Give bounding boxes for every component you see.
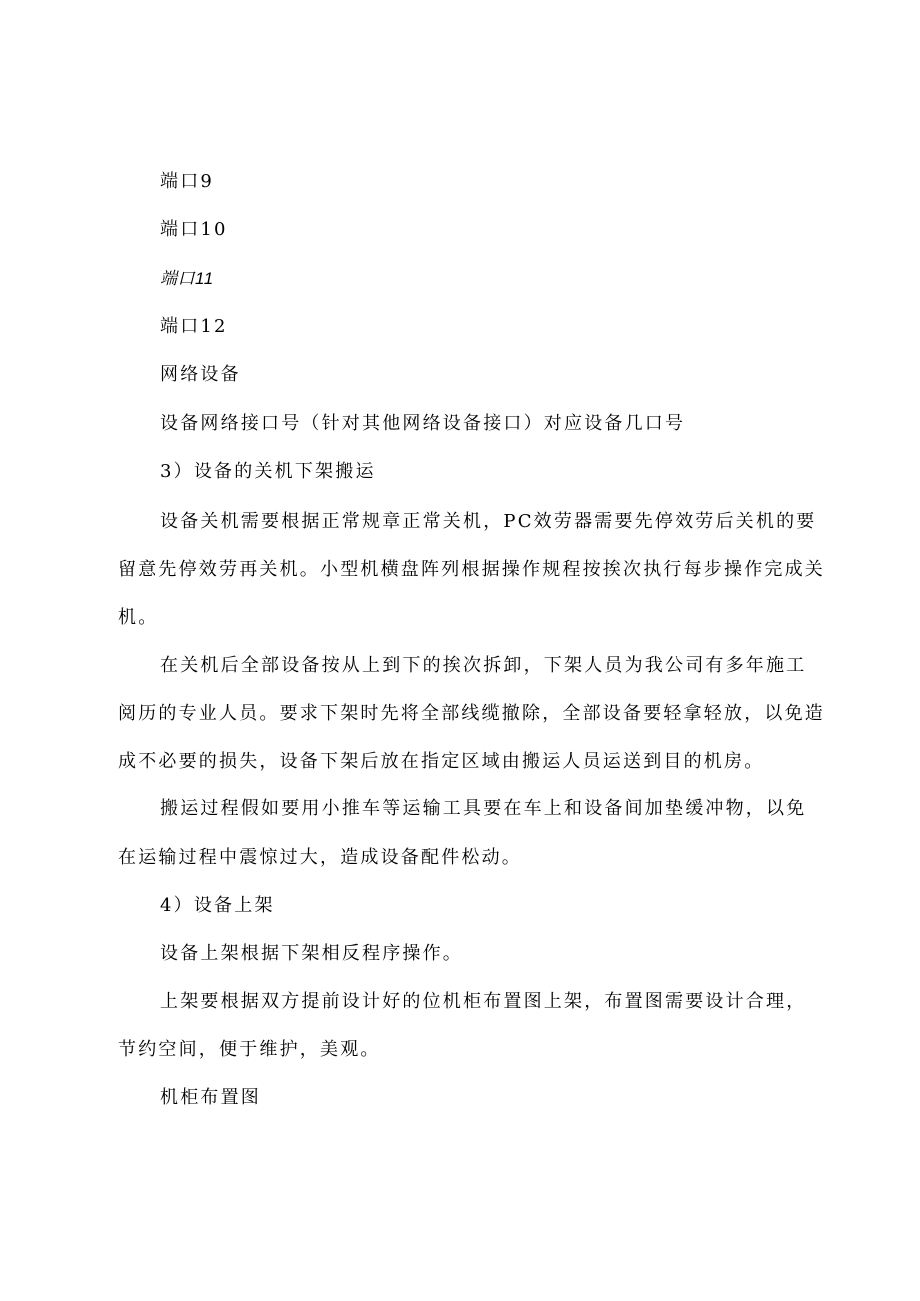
section-4-para2-line2: 节约空间，便于维护，美观。	[118, 1039, 381, 1060]
port-10-label: 端口10	[160, 219, 228, 240]
section-3-para2-line3: 成不必要的损失，设备下架后放在指定区域由搬运人员运送到目的机房。	[118, 751, 765, 772]
port-9-label: 端口9	[160, 171, 215, 192]
section-4-heading: 4）设备上架	[160, 895, 275, 916]
section-3-para3-line1: 搬运过程假如要用小推车等运输工具要在车上和设备间加垫缓冲物，以免	[160, 798, 807, 819]
section-3-para1-line2: 留意先停效劳再关机。小型机横盘阵列根据操作规程按挨次执行每步操作完成关	[118, 559, 825, 580]
port-12-label: 端口12	[160, 316, 228, 337]
section-3-para3-line2: 在运输过程中震惊过大，造成设备配件松动。	[118, 847, 522, 868]
network-device-title: 网络设备	[160, 364, 241, 385]
section-4-para2-line1: 上架要根据双方提前设计好的位机柜布置图上架，布置图需要设计合理，	[160, 991, 807, 1012]
cabinet-layout-caption: 机柜布置图	[160, 1087, 261, 1108]
section-3-para2-line2: 阅历的专业人员。要求下架时先将全部线缆撤除，全部设备要轻拿轻放，以免造	[118, 703, 825, 724]
section-3-para1-line1: 设备关机需要根据正常规章正常关机，PC效劳器需要先停效劳后关机的要	[160, 511, 817, 532]
network-device-description: 设备网络接口号（针对其他网络设备接口）对应设备几口号	[160, 413, 686, 434]
section-3-para2-line1: 在关机后全部设备按从上到下的挨次拆卸，下架人员为我公司有多年施工	[160, 655, 807, 676]
section-3-heading: 3）设备的关机下架搬运	[160, 461, 376, 482]
section-4-para1: 设备上架根据下架相反程序操作。	[160, 943, 463, 964]
port-11-label: 端口11	[160, 269, 214, 288]
section-3-para1-line3: 机。	[118, 607, 159, 628]
